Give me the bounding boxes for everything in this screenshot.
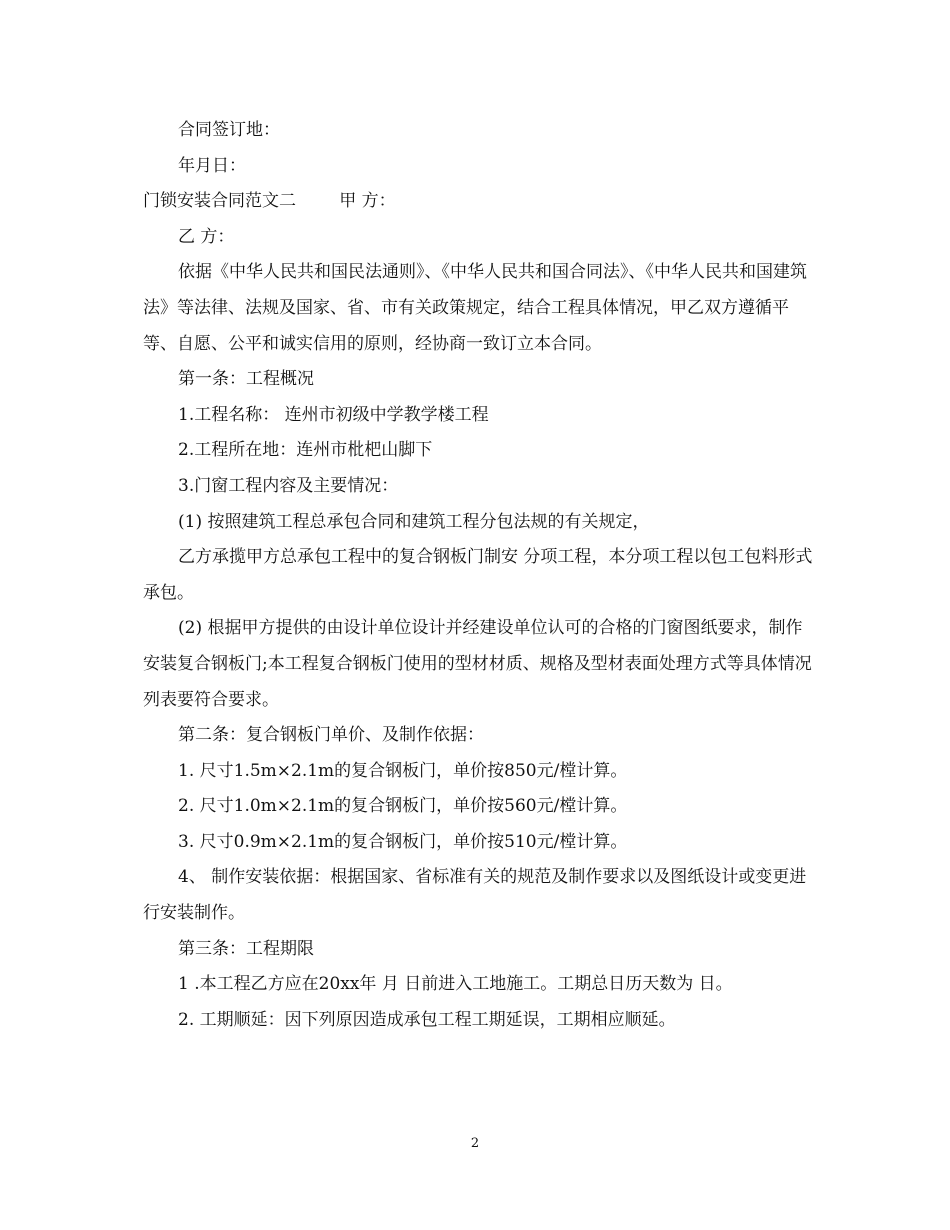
- paragraph: 1.工程名称： 连州市初级中学教学楼工程: [178, 404, 489, 425]
- page-number: 2: [470, 1136, 480, 1151]
- paragraph: 门锁安装合同范文二 甲 方：: [143, 191, 396, 212]
- paragraph: 第二条：复合钢板门单价、及制作依据：: [178, 725, 484, 746]
- paragraph: 2. 尺寸1.0m×2.1m的复合钢板门，单价按560元/樘计算。: [178, 796, 628, 817]
- paragraph: 年月日：: [178, 155, 246, 176]
- paragraph: 3.门窗工程内容及主要情况：: [178, 475, 399, 496]
- paragraph: (2) 根据甲方提供的由设计单位设计并经建设单位认可的合格的门窗图纸要求，制作安装复合钢板门;本工程复合钢板门使用的型材材质、规格及型材表面处理方式等具体情况列表要符合要求。: [143, 618, 812, 710]
- paragraph: 3. 尺寸0.9m×2.1m的复合钢板门，单价按510元/樘计算。: [178, 831, 628, 852]
- paragraph: 2. 工期顺延：因下列原因造成承包工程工期延误，工期相应顺延。: [178, 1009, 676, 1030]
- paragraph: 2.工程所在地：连州市枇杷山脚下: [178, 440, 433, 461]
- paragraph: 第三条：工程期限: [178, 938, 314, 959]
- paragraph: 1 .本工程乙方应在20xx年 月 日前进入工地施工。工期总日历天数为 日。: [178, 974, 733, 995]
- paragraph: 4、 制作安装依据：根据国家、省标准有关的规范及制作要求以及图纸设计或变更进行安装制作。: [143, 867, 807, 924]
- paragraph: 依据《中华人民共和国民法通则》、《中华人民共和国合同法》、《中华人民共和国建筑法》等法律、法规及国家、省、市有关政策规定，结合工程具体情况，甲乙双方遵循平等、自愿、公平和诚实信用的原则，经协商一致订立本合同。: [143, 262, 807, 354]
- paragraph: 1. 尺寸1.5m×2.1m的复合钢板门，单价按850元/樘计算。: [178, 760, 628, 781]
- document-body: [143, 113, 815, 1038]
- paragraph: 合同签订地：: [178, 120, 280, 140]
- paragraph: (1) 按照建筑工程总承包合同和建筑工程分包法规的有关规定，: [178, 511, 650, 532]
- paragraph: 乙 方：: [178, 226, 235, 247]
- paragraph: 乙方承揽甲方总承包工程中的复合钢板门制安 分项工程，本分项工程以包工包料形式承包。: [143, 547, 813, 603]
- paragraph: 第一条：工程概况: [178, 369, 314, 390]
